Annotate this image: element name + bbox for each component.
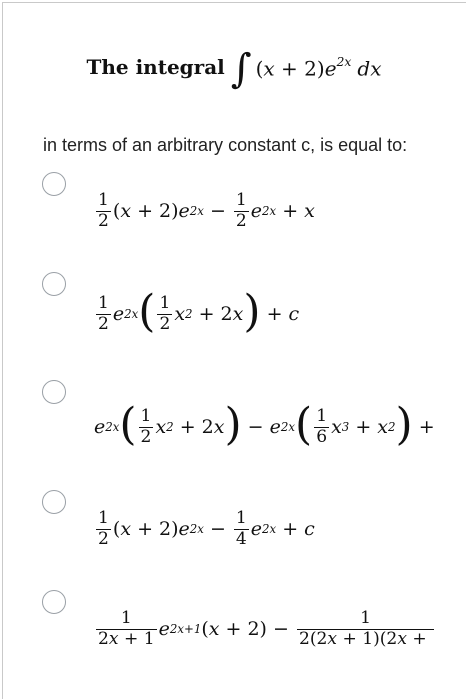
option-e-radio[interactable]: [42, 590, 66, 614]
option-e-expression: $\frac{1}{2x + 1}$ e 2x+1 ( x + 2) − $\frac{1}{2(2x + 1)(2x +}$: [98, 608, 433, 649]
option-d-radio[interactable]: [42, 490, 66, 514]
integrand: $(x + 2)e^{2x}$ dx: [255, 53, 382, 81]
question-subtitle: in terms of an arbitrary constant c, is equal to:: [43, 135, 408, 155]
option-b-radio[interactable]: [42, 272, 66, 296]
question-card: [2, 2, 466, 699]
option-d-expression: $\frac{1}{2}$ ( x + 2) e 2x − $\frac{1}{4}$ e 2x + c: [98, 508, 315, 549]
option-a-radio[interactable]: [42, 172, 66, 196]
question-title: [0, 44, 468, 90]
option-c-expression: e 2x ( $\frac{1}{2}$ x 2 + 2 x ) − e 2x ( $\frac{1}{6}$ x 3 + x 2 ) +: [94, 399, 435, 450]
option-b-expression: $\frac{1}{2}$ e 2x ( $\frac{1}{2}$ x 2 + 2 x ) + c: [98, 286, 300, 337]
option-a-expression: $\frac{1}{2}$ ( x + 2) e 2x − $\frac{1}{2}$ e 2x + x: [98, 190, 315, 231]
option-c-radio[interactable]: [42, 380, 66, 404]
integral-sign: ∫: [230, 46, 252, 92]
title-text: The integral: [86, 55, 225, 79]
